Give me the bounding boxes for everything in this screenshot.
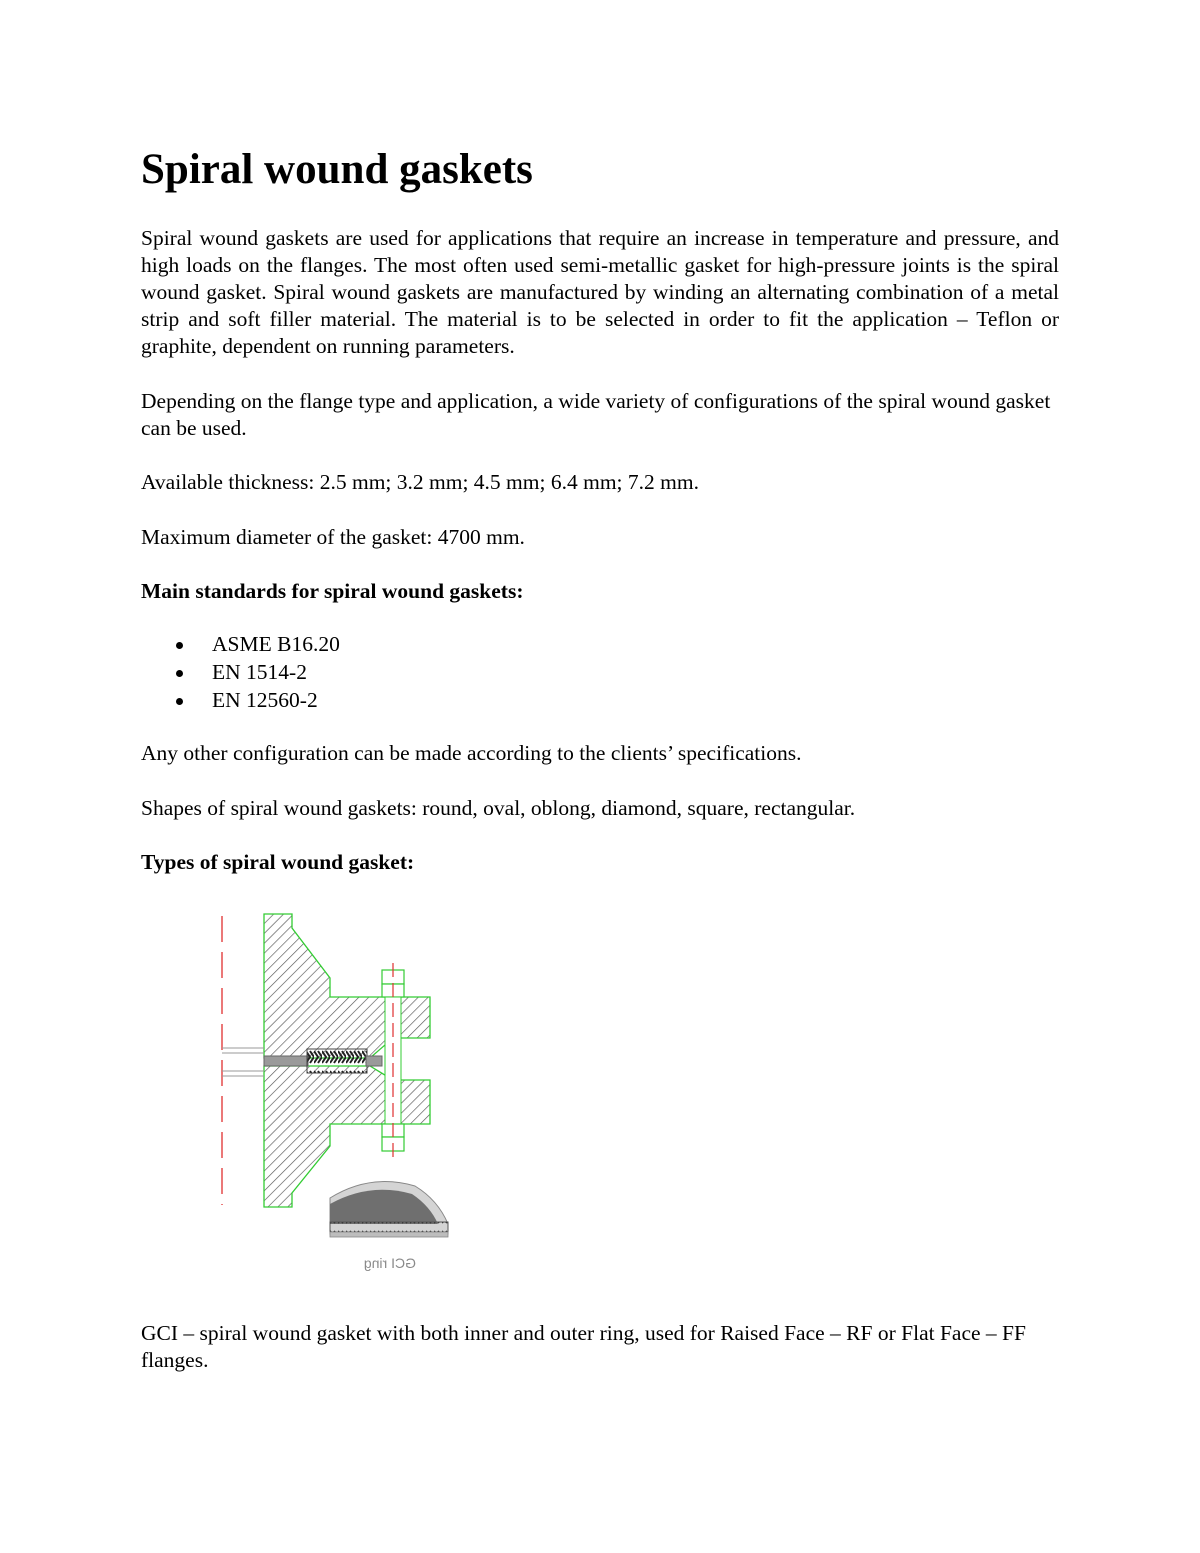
standards-list xyxy=(141,631,340,715)
figure-caption: GCI ring xyxy=(363,1255,416,1271)
client-specifications-paragraph: Any other configuration can be made according to the clients’ specifications. xyxy=(141,741,802,765)
standards-list-item: ASME B16.20 xyxy=(141,631,340,659)
intro-paragraph: Spiral wound gaskets are used for applications that require an increase in temperature and pressure, and high loads on the flanges. The most often used semi-metallic gasket for high-pressure joints is the spiral wound gasket. Spiral wound gaskets are manufactured by winding an alternating combination of a metal strip and soft filler material. The material is to be selected in order to fit the application – Teflon or graphite, dependent on running parameters. xyxy=(141,226,1059,358)
types-heading: Types of spiral wound gasket: xyxy=(141,850,415,874)
flange-cross-section-diagram xyxy=(210,908,460,1278)
max-diameter-paragraph: Maximum diameter of the gasket: 4700 mm. xyxy=(141,525,525,549)
shapes-paragraph: Shapes of spiral wound gaskets: round, oval, oblong, diamond, square, rectangular. xyxy=(141,796,856,820)
bullet-icon xyxy=(176,698,183,705)
thickness-paragraph: Available thickness: 2.5 mm; 3.2 mm; 4.5 mm; 6.4 mm; 7.2 mm. xyxy=(141,470,699,494)
inner-ring xyxy=(264,1056,308,1066)
bullet-icon xyxy=(176,642,183,649)
gci-gasket-drawing xyxy=(210,908,460,1278)
standards-list-item: EN 12560-2 xyxy=(141,687,340,715)
standards-heading: Main standards for spiral wound gaskets: xyxy=(141,579,524,603)
configuration-paragraph: Depending on the flange type and application, a wide variety of configurations of the spiral wound gasket can be used. xyxy=(141,389,1051,440)
standards-list-item: EN 1514-2 xyxy=(141,659,340,687)
spiral-winding xyxy=(307,1049,367,1073)
upper-flange xyxy=(264,914,430,1058)
gasket-3d-view xyxy=(330,1182,448,1237)
bullet-icon xyxy=(176,670,183,677)
gci-description: GCI – spiral wound gasket with both inner and outer ring, used for Raised Face – RF or Flat Face – FF flanges. xyxy=(141,1321,1026,1372)
outer-ring xyxy=(366,1056,382,1066)
page-title: Spiral wound gaskets xyxy=(141,146,533,193)
